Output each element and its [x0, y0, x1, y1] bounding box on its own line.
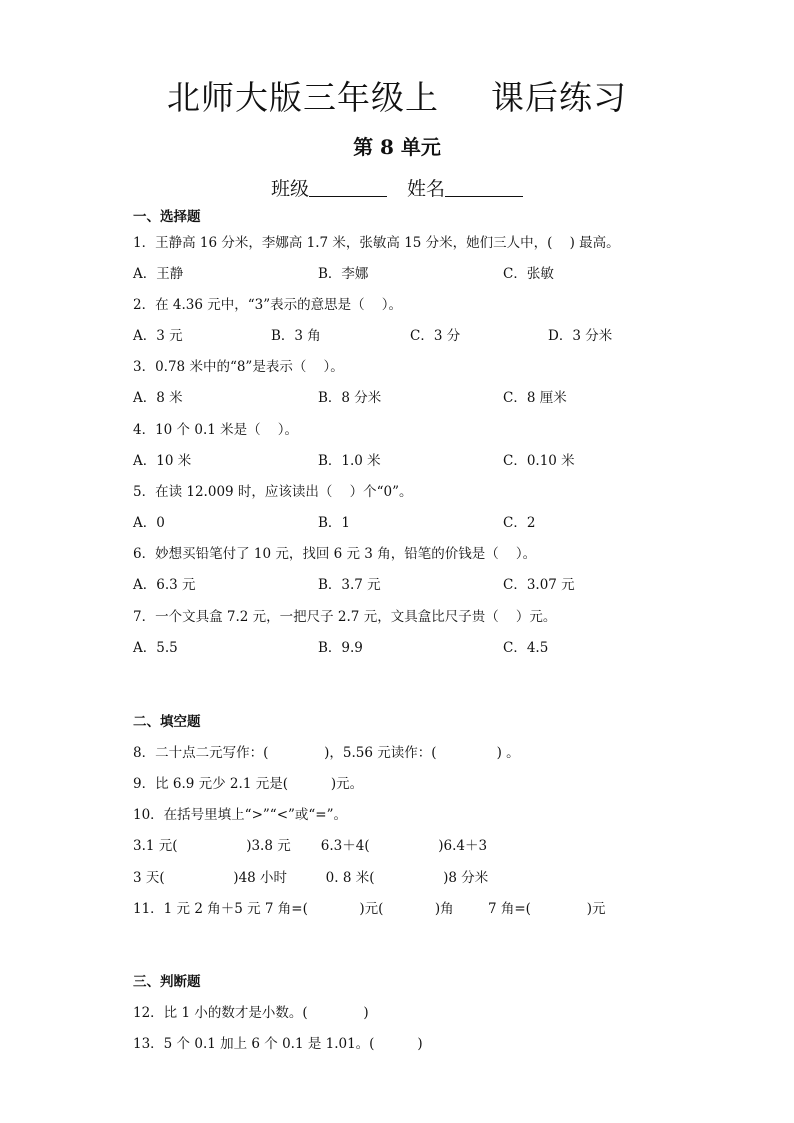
q2-option-c: C．3 分	[410, 328, 461, 344]
q5-option-c: C．2	[503, 515, 536, 531]
q1-option-b: B．李娜	[318, 266, 369, 282]
q5-option-b: B．1	[318, 515, 351, 531]
q4-option-b: B．1.0 米	[318, 453, 381, 469]
question-2: 2．在 4.36 元中，“3”表示的意思是（ ）。	[133, 297, 403, 313]
question-9: 9．比 6.9 元少 2.1 元是( )元。	[133, 776, 364, 792]
question-8: 8．二十点二元写作：( )，5.56 元读作：( ) 。	[133, 745, 520, 761]
q5-option-a: A．0	[133, 515, 165, 531]
title-right: 课后练习	[491, 78, 627, 117]
section-true-false: 三、判断题	[133, 974, 201, 990]
q7-option-c: C．4.5	[503, 640, 549, 656]
q6-option-c: C．3.07 元	[503, 577, 575, 593]
question-7: 7．一个文具盒 7.2 元，一把尺子 2.7 元，文具盒比尺子贵（ ）元。	[133, 609, 557, 625]
question-13: 13．5 个 0.1 加上 6 个 0.1 是 1.01。( )	[133, 1036, 423, 1052]
q7-option-a: A．5.5	[133, 640, 178, 656]
name-label: 姓名	[407, 178, 446, 200]
q4-option-c: C．0.10 米	[503, 453, 575, 469]
class-label: 班级	[270, 178, 309, 200]
question-3: 3．0.78 米中的“8”是表示（ ）。	[133, 359, 344, 375]
page-title	[0, 72, 794, 119]
q1-option-a: A．王静	[133, 266, 184, 282]
question-5: 5．在读 12.009 时，应该读出（ ）个“0”。	[133, 484, 413, 500]
question-4: 4．10 个 0.1 米是（ ）。	[133, 422, 299, 438]
q3-option-c: C．8 厘米	[503, 390, 567, 406]
q4-option-a: A．10 米	[133, 453, 192, 469]
question-11: 11．1 元 2 角＋5 元 7 角=( )元( )角 7 角=( )元	[133, 901, 606, 917]
q1-option-c: C．张敏	[503, 266, 554, 282]
question-6: 6．妙想买铅笔付了 10 元，找回 6 元 3 角，铅笔的价钱是（ ）。	[133, 546, 537, 562]
q2-option-d: D．3 分米	[548, 328, 613, 344]
question-10-row-1: 3.1 元( )3.8 元 6.3＋4( )6.4＋3	[133, 838, 488, 854]
section-choice: 一、选择题	[133, 209, 201, 225]
question-1: 1．王静高 16 分米，李娜高 1.7 米，张敏高 15 分米，她们三人中，( ) 最高。	[133, 235, 620, 251]
q6-option-b: B．3.7 元	[318, 577, 381, 593]
q7-option-b: B．9.9	[318, 640, 363, 656]
class-name-line	[0, 174, 794, 201]
q2-option-a: A．3 元	[133, 328, 183, 344]
question-12: 12．比 1 小的数才是小数。( )	[133, 1005, 369, 1021]
q6-option-a: A．6.3 元	[133, 577, 196, 593]
name-blank[interactable]	[445, 178, 523, 197]
q3-option-a: A．8 米	[133, 390, 183, 406]
title-left: 北师大版三年级上	[167, 78, 439, 117]
unit-subtitle: 第 8 单元	[353, 135, 441, 159]
section-fill-blank: 二、填空题	[133, 714, 201, 730]
q2-option-b: B．3 角	[271, 328, 321, 344]
question-10: 10．在括号里填上“>”“<”或“=”。	[133, 807, 348, 823]
class-blank[interactable]	[309, 178, 387, 197]
question-10-row-2: 3 天( )48 小时 0. 8 米( )8 分米	[133, 870, 489, 886]
q3-option-b: B．8 分米	[318, 390, 382, 406]
